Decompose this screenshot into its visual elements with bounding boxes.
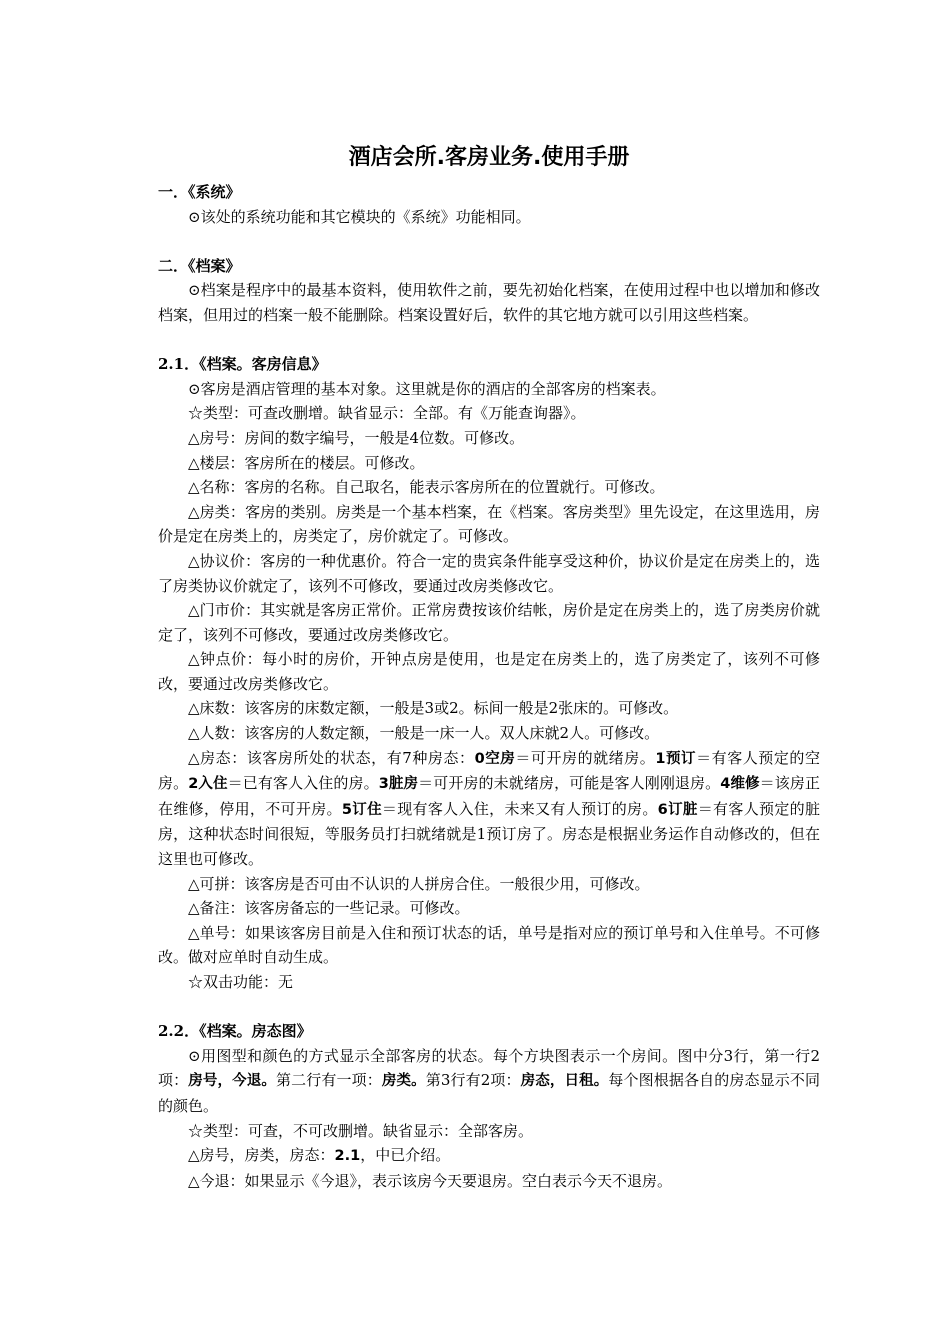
intro-term: 房号，今退。 [188,1073,276,1090]
status-text: ＝有客人预定的脏房，这种状态时间很短，等服务员打扫就绪就是1预订房了。房态是根据业务运作自动修改的，但在这里也可修改。 [158,799,820,869]
status-term: 0空房 [474,750,516,767]
intro-text: 第二行有一项： [275,1071,382,1090]
section-1-paragraph: ⊙该处的系统功能和其它模块的《系统》功能相同。 [188,207,531,226]
field-persons: △人数：该客房的人数定额，一般是一床一人。双人床就2人。可修改。 [188,724,660,743]
field-agreement-price: △协议价：客房的一种优惠价。符合一定的贵宾条件能享受这种价，协议价是定在房类上的，选了房类协议价就定了，该列不可修改，要通过改房类修改它。 [158,551,820,595]
spacer [158,328,820,353]
section-2-1-heading: 2.1．《档案。客房信息》 [158,355,327,374]
status-term: 1预订 [655,750,697,767]
spacer [158,229,820,254]
status-term: 3脏房 [378,776,419,793]
status-text: △房态：该客房所处的状态，有7种房态： [188,748,475,767]
field-order-no: △单号：如果该客房目前是入住和预订状态的话，单号是指对应的预订单号和入住单号。不可修改。做对应单时自动生成。 [158,923,820,967]
field-rack-price: △门市价：其实就是客房正常价。正常房费按该价结帐，房价是定在房类上的，选了房类房价就定了，该列不可修改，要通过改房类修改它。 [158,601,820,644]
field-room-status [158,746,820,872]
status-text: ＝有客人预定的空房。 [158,748,820,793]
section-2-2-intro [158,1044,820,1119]
status-text: ＝可开房的就绪房。 [515,748,656,767]
field-room-type: △房类：客房的类别。房类是一个基本档案，在《档案。客房类型》里先设定，在这里选用，房价是定在房类上的，房类定了，房价就定了。可修改。 [158,502,820,546]
status-term: 6订脏 [657,801,698,818]
status-text: ＝该房正在维修，停用，不可开房。 [158,774,820,818]
section-2-1-intro: ⊙客房是酒店管理的基本对象。这里就是你的酒店的全部客房的档案表。 [188,379,666,398]
field-hourly-price: △钟点价：每小时的房价，开钟点房是使用，也是定在房类上的，选了房类定了，该列不可修改，要通过改房类修改它。 [158,650,820,693]
section-2-2-fields [158,1143,820,1169]
section-2-1-type: ☆类型：可查改删增。缺省显示：全部。有《万能查询器》。 [188,404,586,423]
spacer [158,995,820,1020]
fields-text: ，中已介绍。 [360,1146,451,1165]
field-beds: △床数：该客房的床数定额，一般是3或2。标间一般是2张床的。可修改。 [188,699,679,718]
section-1-heading: 一．《系统》 [158,183,241,201]
intro-text: 每个图根据各自的房态显示不同的颜色。 [158,1071,820,1115]
section-2-2-heading: 2.2．《档案。房态图》 [158,1022,312,1041]
intro-term: 房类。 [381,1073,426,1090]
fields-ref: 2.1 [334,1148,361,1165]
field-room-no: △房号：房间的数字编号，一般是4位数。可修改。 [188,428,525,447]
intro-text: ⊙用图型和颜色的方式显示全部客房的状态。每个方块图表示一个房间。图中分3行，第一行2项： [158,1046,820,1090]
intro-text: 第3行有2项： [425,1071,521,1090]
field-floor: △楼层：客房所在的楼层。可修改。 [188,453,425,472]
field-today-checkout: △今退：如果显示《今退》，表示该房今天要退房。空白表示今天不退房。 [188,1171,673,1190]
section-2-2-type: ☆类型：可查，不可改删增。缺省显示：全部客房。 [188,1121,534,1140]
fields-text: △房号，房类，房态： [188,1146,335,1165]
status-term: 4维修 [720,776,760,793]
document-title: 酒店会所.客房业务.使用手册 [348,145,630,170]
status-term: 2入住 [188,776,228,793]
status-text: ＝已有客人入住的房。 [227,774,379,793]
status-term: 5订住 [341,801,382,818]
status-text: ＝可开房的未就绪房，可能是客人刚刚退房。 [418,774,721,793]
field-name: △名称：客房的名称。自己取名，能表示客房所在的位置就行。可修改。 [188,478,665,497]
field-shareable: △可拼：该客房是否可由不认识的人拼房合住。一般很少用，可修改。 [188,874,650,893]
section-2-1-dblclick: ☆双击功能：无 [188,973,294,991]
intro-term: 房态，日租。 [520,1073,609,1090]
field-remark: △备注：该客房备忘的一些记录。可修改。 [188,899,470,918]
section-2-heading: 二．《档案》 [158,256,241,275]
section-2-paragraph: ⊙档案是程序中的最基本资料，使用软件之前，要先初始化档案，在使用过程中也以增加和修改档案，但用过的档案一般不能删除。档案设置好后，软件的其它地方就可以引用这些档案。 [158,281,820,324]
status-text: ＝现有客人入住，未来又有人预订的房。 [381,799,658,818]
